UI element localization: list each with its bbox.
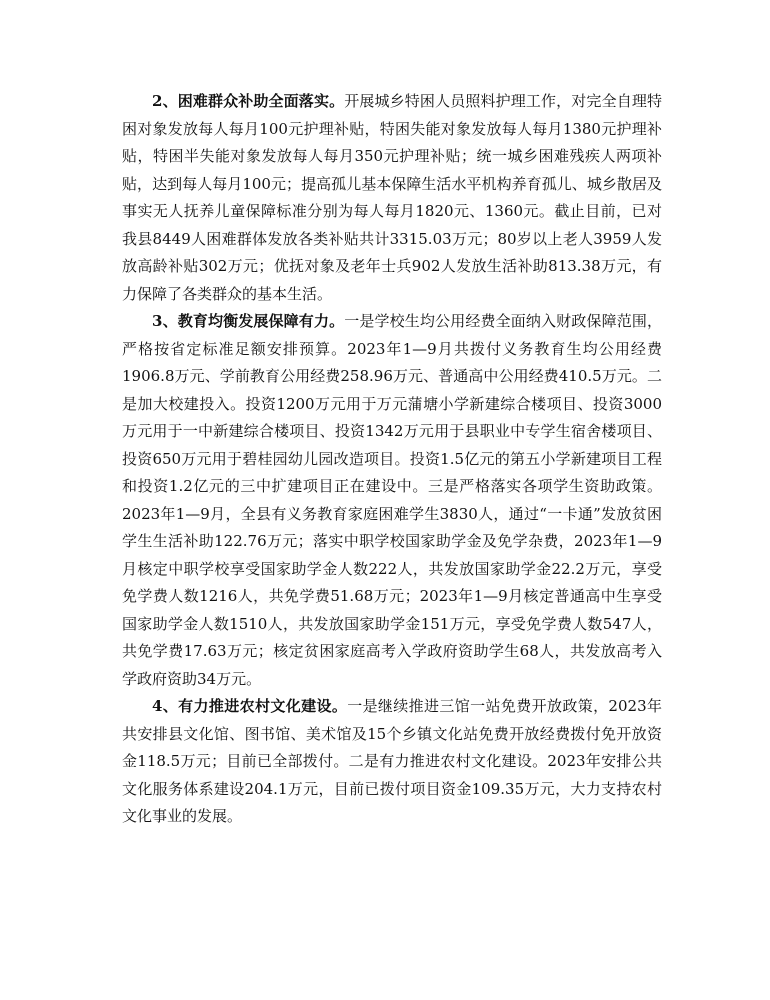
section-heading-3: 3、教育均衡发展保障有力。 <box>152 312 345 330</box>
section-paragraph-2 <box>122 88 662 308</box>
section-text-4: 一是继续推进三馆一站免费开放政策，2023年共安排县文化馆、图书馆、美术馆及15个乡镇文化站免费开放经费拨付免开放资金118.5万元；目前已全部拨付。二是有力推进农村文化建设。2023年安排公共文化服务体系建设204.1万元，目前已拨付项目资金109.35万元，大力支持农村文化事业的发展。 <box>122 697 662 825</box>
document-body <box>122 88 662 831</box>
section-paragraph-4 <box>122 693 662 831</box>
section-text-2: 开展城乡特困人员照料护理工作，对完全自理特困对象发放每人每月100元护理补贴，特困失能对象发放每人每月1380元护理补贴，特困半失能对象发放每人每月350元护理补贴；统一城乡困难残疾人两项补贴，达到每人每月100元；提高孤儿基本保障生活水平机构养育孤儿、城乡散居及事实无人抚养儿童保障标准分别为每人每月1820元、1360元。截止目前，已对我县8449人困难群体发放各类补贴共计3315.03万元；80岁以上老人3959人发放高龄补贴302万元；优抚对象及老年士兵902人发放生活补助813.38万元，有力保障了各类群众的基本生活。 <box>122 92 662 303</box>
section-heading-2: 2、困难群众补助全面落实。 <box>152 92 345 110</box>
section-text-3: 一是学校生均公用经费全面纳入财政保障范围，严格按省定标准足额安排预算。2023年1—9月共拨付义务教育生均公用经费1906.8万元、学前教育公用经费258.96万元、普通高中公用经费410.5万元。二是加大校建投入。投资1200万元用于万元蒲塘小学新建综合楼项目、投资3000万元用于一中新建综合楼项目、投资1342万元用于县职业中专学生宿舍楼项目、投资650万元用于碧桂园幼儿园改造项目。投资1.5亿元的第五小学新建项目工程和投资1.2亿元的三中扩建项目正在建设中。三是严格落实各项学生资助政策。2023年1—9月，全县有义务教育家庭困难学生3830人，通过“一卡通”发放贫困学生生活补助122.76万元；落实中职学校国家助学金及免学杂费，2023年1—9月核定中职学校享受国家助学金人数222人，共发放国家助学金22.2万元，享受免学费人数1216人，共免学费51.68万元；2023年1—9月核定普通高中生享受国家助学金人数1510人，共发放国家助学金151万元，享受免学费人数547人，共免学费17.63万元；核定贫困家庭高考入学政府资助学生68人，共发放高考入学政府资助34万元。 <box>122 312 662 688</box>
section-paragraph-3 <box>122 308 662 693</box>
section-heading-4: 4、有力推进农村文化建设。 <box>152 697 348 715</box>
